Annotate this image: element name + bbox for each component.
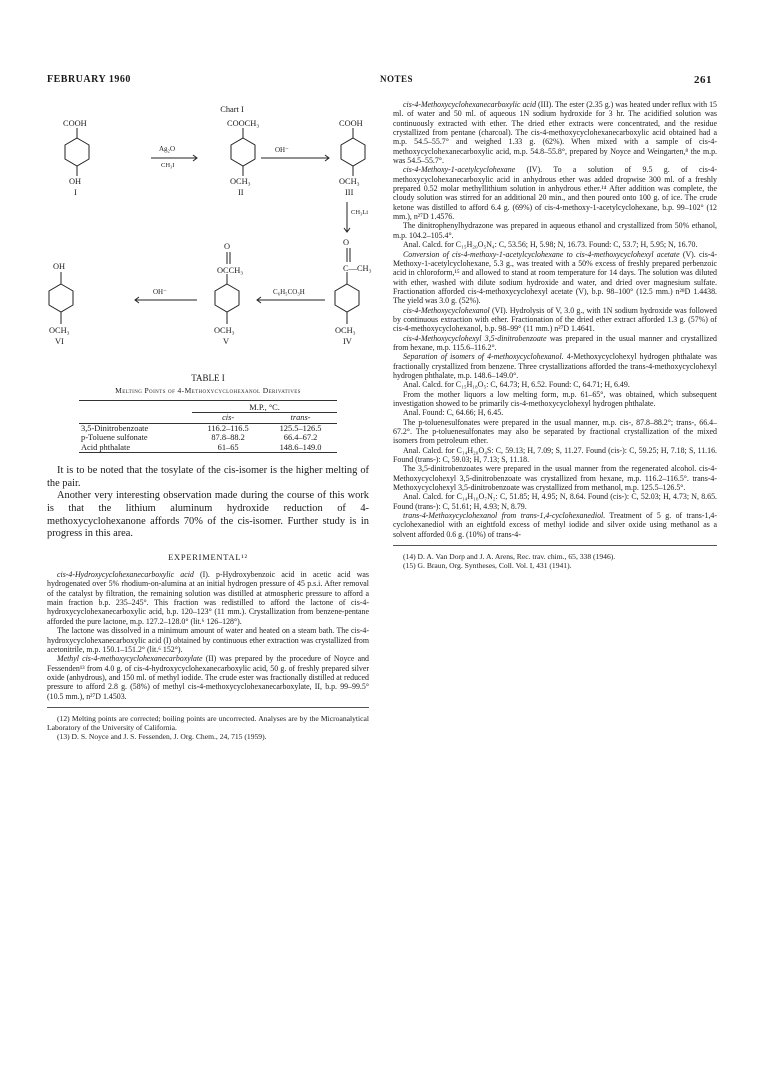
footnote-12: (12) Melting points are corrected; boiling points are uncorrected. Analyses are by the Microanalytical Laboratory of the University of California.	[47, 713, 369, 732]
table-title: TABLE I	[191, 373, 225, 383]
column-header-mp: M.P., °C.	[192, 400, 337, 413]
label-och3-v: OCH₃	[214, 326, 235, 335]
label-compound-v: V	[223, 337, 230, 346]
column-header-cis: cis-	[222, 413, 235, 423]
ring-ii	[231, 138, 255, 166]
paragraph-compound-ii	[47, 654, 369, 701]
footnote-13: (13) D. S. Noyce and J. S. Fessenden, J. Org. Chem., 24, 715 (1959).	[57, 731, 267, 741]
compound-i-title: cis-4-Hydroxycyclohexanecarboxylic acid	[57, 570, 194, 580]
compound-v-title: Conversion of cis-4-methoxy-1-acetylcyclohexane to cis-4-methoxycyclohexyl acetate	[403, 249, 680, 259]
row-trans: 66.4–67.2	[283, 433, 318, 443]
row-cis: 116.2–116.5	[207, 423, 249, 433]
table-row	[79, 423, 337, 433]
table-row	[79, 433, 337, 443]
row-cis: 87.8–88.2	[211, 433, 245, 443]
column-header-trans: trans-	[290, 413, 311, 423]
paragraph-compound-v	[393, 250, 717, 306]
label-compound-iv: IV	[343, 337, 352, 346]
label-oh-i: OH	[69, 177, 82, 186]
ring-iv	[335, 284, 359, 312]
table-caption: Melting Points of 4-Methoxycyclohexanol Derivatives	[115, 386, 301, 396]
table-row	[79, 443, 337, 453]
label-cooh-i: COOH	[63, 119, 87, 128]
paragraph-anal-4: Anal. Calcd. for C₁₄H₂₀O₄S: C, 59.13; H, 7.09; S, 11.27. Found (cis-): C, 59.25; H, 7.18; S, 11.16. Found (trans-): C, 59.03; H, 7.13; S, 11.18.	[393, 445, 717, 465]
compound-iii-title: cis-4-Methoxycyclohexanecarboxylic acid	[403, 100, 537, 109]
label-ag2o: Ag₂O	[159, 145, 176, 153]
label-och3-iv: OCH₃	[335, 326, 356, 335]
footnote-15: (15) G. Braun, Org. Syntheses, Coll. Vol. I, 431 (1941).	[403, 561, 572, 571]
compound-vi-title: cis-4-Methoxycyclohexanol	[403, 305, 490, 315]
row-name: 3,5-Dinitrobenzoate	[81, 423, 149, 433]
compound-v-text: (V). cis-4-Methoxy-1-acetylcyclohexane, 5.3 g., was treated with a 50% excess of freshly prepared perbenzoic acid in chloroform,¹⁵ and allowed to stand at room temperature for 14 days. The solution was diluted with ether, washed with dilute sodium hydroxide and water, and dried over magnesium sulfate. Fractionation afforded cis-4-methoxycyclohexyl acetate (V), b.p. 98–100° (12.5 mm.) n²⁸D 1.4438. The yield was 3.0 g. (52%).	[393, 249, 717, 306]
compound-iv-title: cis-4-Methoxy-1-acetylcyclohexane	[403, 165, 516, 175]
label-o-iv: O	[343, 238, 350, 247]
row-cis: 61–65	[217, 442, 239, 452]
ring-i	[65, 138, 89, 166]
label-och3-ii: OCH₃	[230, 177, 251, 186]
compound-iv-text: (IV). To a solution of 9.5 g. of cis-4-methoxycyclohexanecarboxylic acid in anhydrous ether was added dropwise 300 ml. of a freshly prepared 0.52 molar methyllithium solution in anhydrous ether.¹⁴ After addition was complete, the cloudy solution was stirred for an additional 20 min., and then poured onto 100 g. of ice. The crude ketone was distilled to afford 6.4 g. (69%) of cis-4-methoxy-1-acetylcyclohexane, b.p. 99–102° (12 mm.), n²⁷D 1.4576.	[393, 165, 717, 222]
paragraph-anal-5: Anal. Calcd. for C₁₄H₁₆O₇N₂: C, 51.85; H, 4.95; N, 8.64. Found (cis-): C, 52.03; H, 4.73; N, 8.65. Found (trans-): C, 51.61; H, 4.93; N, 8.79.	[393, 492, 717, 511]
ring-v	[215, 284, 239, 312]
label-och3-vi: OCH₃	[49, 326, 70, 335]
label-c-ch3: C—CH₃	[343, 264, 372, 273]
compound-ii-title: Methyl cis-4-methoxycyclohexanecarboxylate	[57, 654, 203, 664]
paragraph-mother-liquors: From the mother liquors a low melting form, m.p. 61–65°, was obtained, which subsequent investigation showed to be primarily cis-4-methoxycyclohexyl hydrogen phthalate.	[393, 389, 717, 408]
paragraph-dinitrobenzoates: The 3,5-dinitrobenzoates were prepared in the usual manner from the regenerated alcohol. cis-4-Methoxycyclohexyl 3,5-dinitrobenzoate was crystallized from hexane, m.p. 116.2–116.5°. trans-4-Methoxycyclohexyl 3,5-dinitrobenzoate was crystallized from methanol, m.p. 125.5–126.5°.	[393, 464, 717, 493]
label-o-v: O	[224, 242, 231, 251]
paragraph-compound-iii	[393, 100, 717, 165]
separation-title: Separation of isomers of 4-methoxycyclohexanol.	[403, 352, 564, 362]
chart-title: Chart I	[220, 105, 244, 114]
row-name: p-Toluene sulfonate	[81, 433, 148, 443]
label-compound-i: I	[74, 188, 77, 197]
trans-text: Treatment of 5 g. of trans-1,4-cyclohexanediol with an eightfold excess of methyl iodide and silver oxide using methanol as a solvent afforded 0.6 g. (10%) of trans-4-	[393, 511, 717, 539]
compound-iii-text: (III). The ester (2.35 g.) was heated under reflux with 15 ml. of water and 50 ml. of aqueous 1N sodium hydroxide for 3 hr. The acidified solution was continuously extracted with ether. The dried ether extracts were concentrated, and the residue crystallized from pentane (charcoal). The cis-4-methoxycyclohexanecarboxylic acid obtained had a m.p. 54.5–55.7° and weighed 1.33 g. (62%). When mixed with a sample of cis-4-methoxycyclohexanecarboxylic acid, m.p. 54.8–55.8°, prepared by Noyce and Weingarten,⁸ the m.p. was 54.5–55.7°.	[393, 100, 717, 166]
trans-title: trans-4-Methoxycyclohexanol from trans-1,4-cyclohexanediol.	[403, 511, 606, 521]
ring-vi	[49, 284, 73, 312]
paragraph-compound-vi	[393, 306, 717, 334]
row-trans: 148.6–149.0	[279, 442, 322, 452]
compound-i-text: (I). p-Hydroxybenzoic acid in acetic acid was hydrogenated over 5% rhodium-on-alumina at an initial hydrogen pressure of 45 p.s.i. After removal of the catalyst by filtration, the remaining solution was distilled at atmospheric pressure to afford a main fraction b.p. 235–245°. This fraction was redistilled to afford the lactone of cis-4-hydroxycyclohexanecarboxylic acid, b.p. 120–123° (11 mm.). Crystallization from benzene-pentane afforded the pure lactone, m.p. 127.2–128.0° (lit.⁶ 126–128°).	[47, 570, 369, 626]
paragraph-separation	[393, 352, 717, 380]
label-compound-vi: VI	[55, 337, 64, 346]
label-och3-iii: OCH₃	[339, 177, 360, 186]
label-ch3li: CH₃Li	[351, 209, 369, 216]
dinitrobenzoate-text: was prepared in the usual manner and crystallized from hexane, m.p. 115.6–116.2°.	[393, 333, 717, 352]
paragraph-compound-i	[47, 570, 369, 626]
paragraph-observation: Another very interesting observation made during the course of this work is that the lithium aluminum hydroxide reduction of 4-methoxycyclohexanone affords 70% of the cis-isomer. Further study is in progress in this area.	[47, 490, 369, 540]
label-compound-iii: III	[345, 188, 354, 197]
row-name: Acid phthalate	[81, 442, 131, 452]
left-column	[47, 100, 372, 741]
right-column	[393, 100, 717, 570]
paragraph-tosylate: It is to be noted that the tosylate of the cis-isomer is the higher melting of the pair.	[47, 465, 369, 489]
page-number: 261	[694, 74, 712, 86]
label-perbenzoic: C₆H₅CO₃H	[273, 288, 305, 296]
footnote-14: (14) D. A. Van Dorp and J. A. Arens, Rec. trav. chim., 65, 338 (1946).	[403, 552, 616, 562]
paragraph-lactone: The lactone was dissolved in a minimum amount of water and heated on a steam bath. The cis-4-hydroxycyclohexanecarboxylic acid (I) obtained by continuous ether extraction was crystallized from acetonitrile, m.p. 150.1–151.2° (lit.⁶ 152°).	[47, 626, 369, 654]
compound-ii-text: (II) was prepared by the procedure of Noyce and Fessenden¹³ from 4.0 g. of cis-4-hydroxycyclohexanecarboxylic acid, 50 g. of freshly prepared silver oxide (anhydrous), and 150 ml. of methyl iodide. The crude ester was fractionally distilled at reduced pressure to afford 2.8 g. (58%) of methyl cis-4-methoxycyclohexanecarboxylate, II, b.p. 99–99.5° (10.5 mm.), n²⁷D 1.4503.	[47, 654, 369, 701]
running-header-section: NOTES	[380, 74, 414, 84]
footnote-divider	[47, 707, 369, 708]
separation-text: 4-Methoxycyclohexyl hydrogen phthalate was fractionally crystallized from benzene. Three crystallizations afforded the trans-4-methoxycyclohexyl hydrogen phthalate, m.p. 148.6–149.0°.	[393, 352, 717, 380]
paragraph-anal-2: Anal. Calcd. for C₁₅H₁₈O₅: C, 64.73; H, 6.52. Found: C, 64.71; H, 6.49.	[403, 380, 630, 390]
paragraph-dnp: The dinitrophenylhydrazone was prepared in aqueous ethanol and crystallized from 50% ethanol, m.p. 104.2–105.4°.	[393, 221, 717, 240]
running-header-date: FEBRUARY 1960	[47, 74, 131, 85]
label-compound-ii: II	[238, 188, 244, 197]
paragraph-anal-3: Anal. Found: C, 64.66; H, 6.45.	[403, 408, 504, 418]
label-oh-minus: OH⁻	[275, 146, 289, 154]
label-ch3i: CH₃I	[161, 162, 175, 169]
dinitrobenzoate-title: cis-4-Methoxycyclohexyl 3,5-dinitrobenzoate	[403, 333, 547, 343]
paragraph-trans	[393, 511, 717, 539]
label-occh3: OCCH₃	[217, 266, 244, 275]
chart-i-scheme	[47, 100, 372, 368]
label-oh-minus-2: OH⁻	[153, 288, 167, 296]
ring-iii	[341, 138, 365, 166]
paragraph-anal-1: Anal. Calcd. for C₁₅H₂₀O₅N₄: C, 53.56; H, 5.98; N, 16.73. Found: C, 53.7; H, 5.95; N, 16.70.	[403, 240, 698, 250]
label-oh-vi: OH	[53, 262, 66, 271]
paragraph-tosylates: The p-toluenesulfonates were prepared in the usual manner, m.p. cis-, 87.8–88.2°; trans-, 66.4–67.2°. The p-toluenesulfonates may also be separated by fractional crystallization of the mixed isomers from petroleum ether.	[393, 417, 717, 446]
footnote-divider-right	[393, 545, 717, 546]
section-heading-experimental: EXPERIMENTAL¹²	[168, 552, 248, 562]
paragraph-dinitrobenzoate	[393, 334, 717, 353]
label-cooch3: COOCH₃	[227, 119, 260, 128]
paragraph-compound-iv	[393, 165, 717, 221]
row-trans: 125.5–126.5	[279, 423, 322, 433]
melting-point-table	[79, 400, 337, 454]
label-cooh-iii: COOH	[339, 119, 363, 128]
compound-vi-text: (VI). Hydrolysis of V, 3.0 g., with 1N sodium hydroxide was followed by continuous extraction with ether. Fractionation of the dried ether extract afforded 1.3 g. (57%) of cis-4-methoxycyclohexanol, b.p. 98–99° (11 mm.) n²⁷D 1.4641.	[393, 305, 717, 334]
reaction-scheme-svg	[47, 100, 369, 368]
